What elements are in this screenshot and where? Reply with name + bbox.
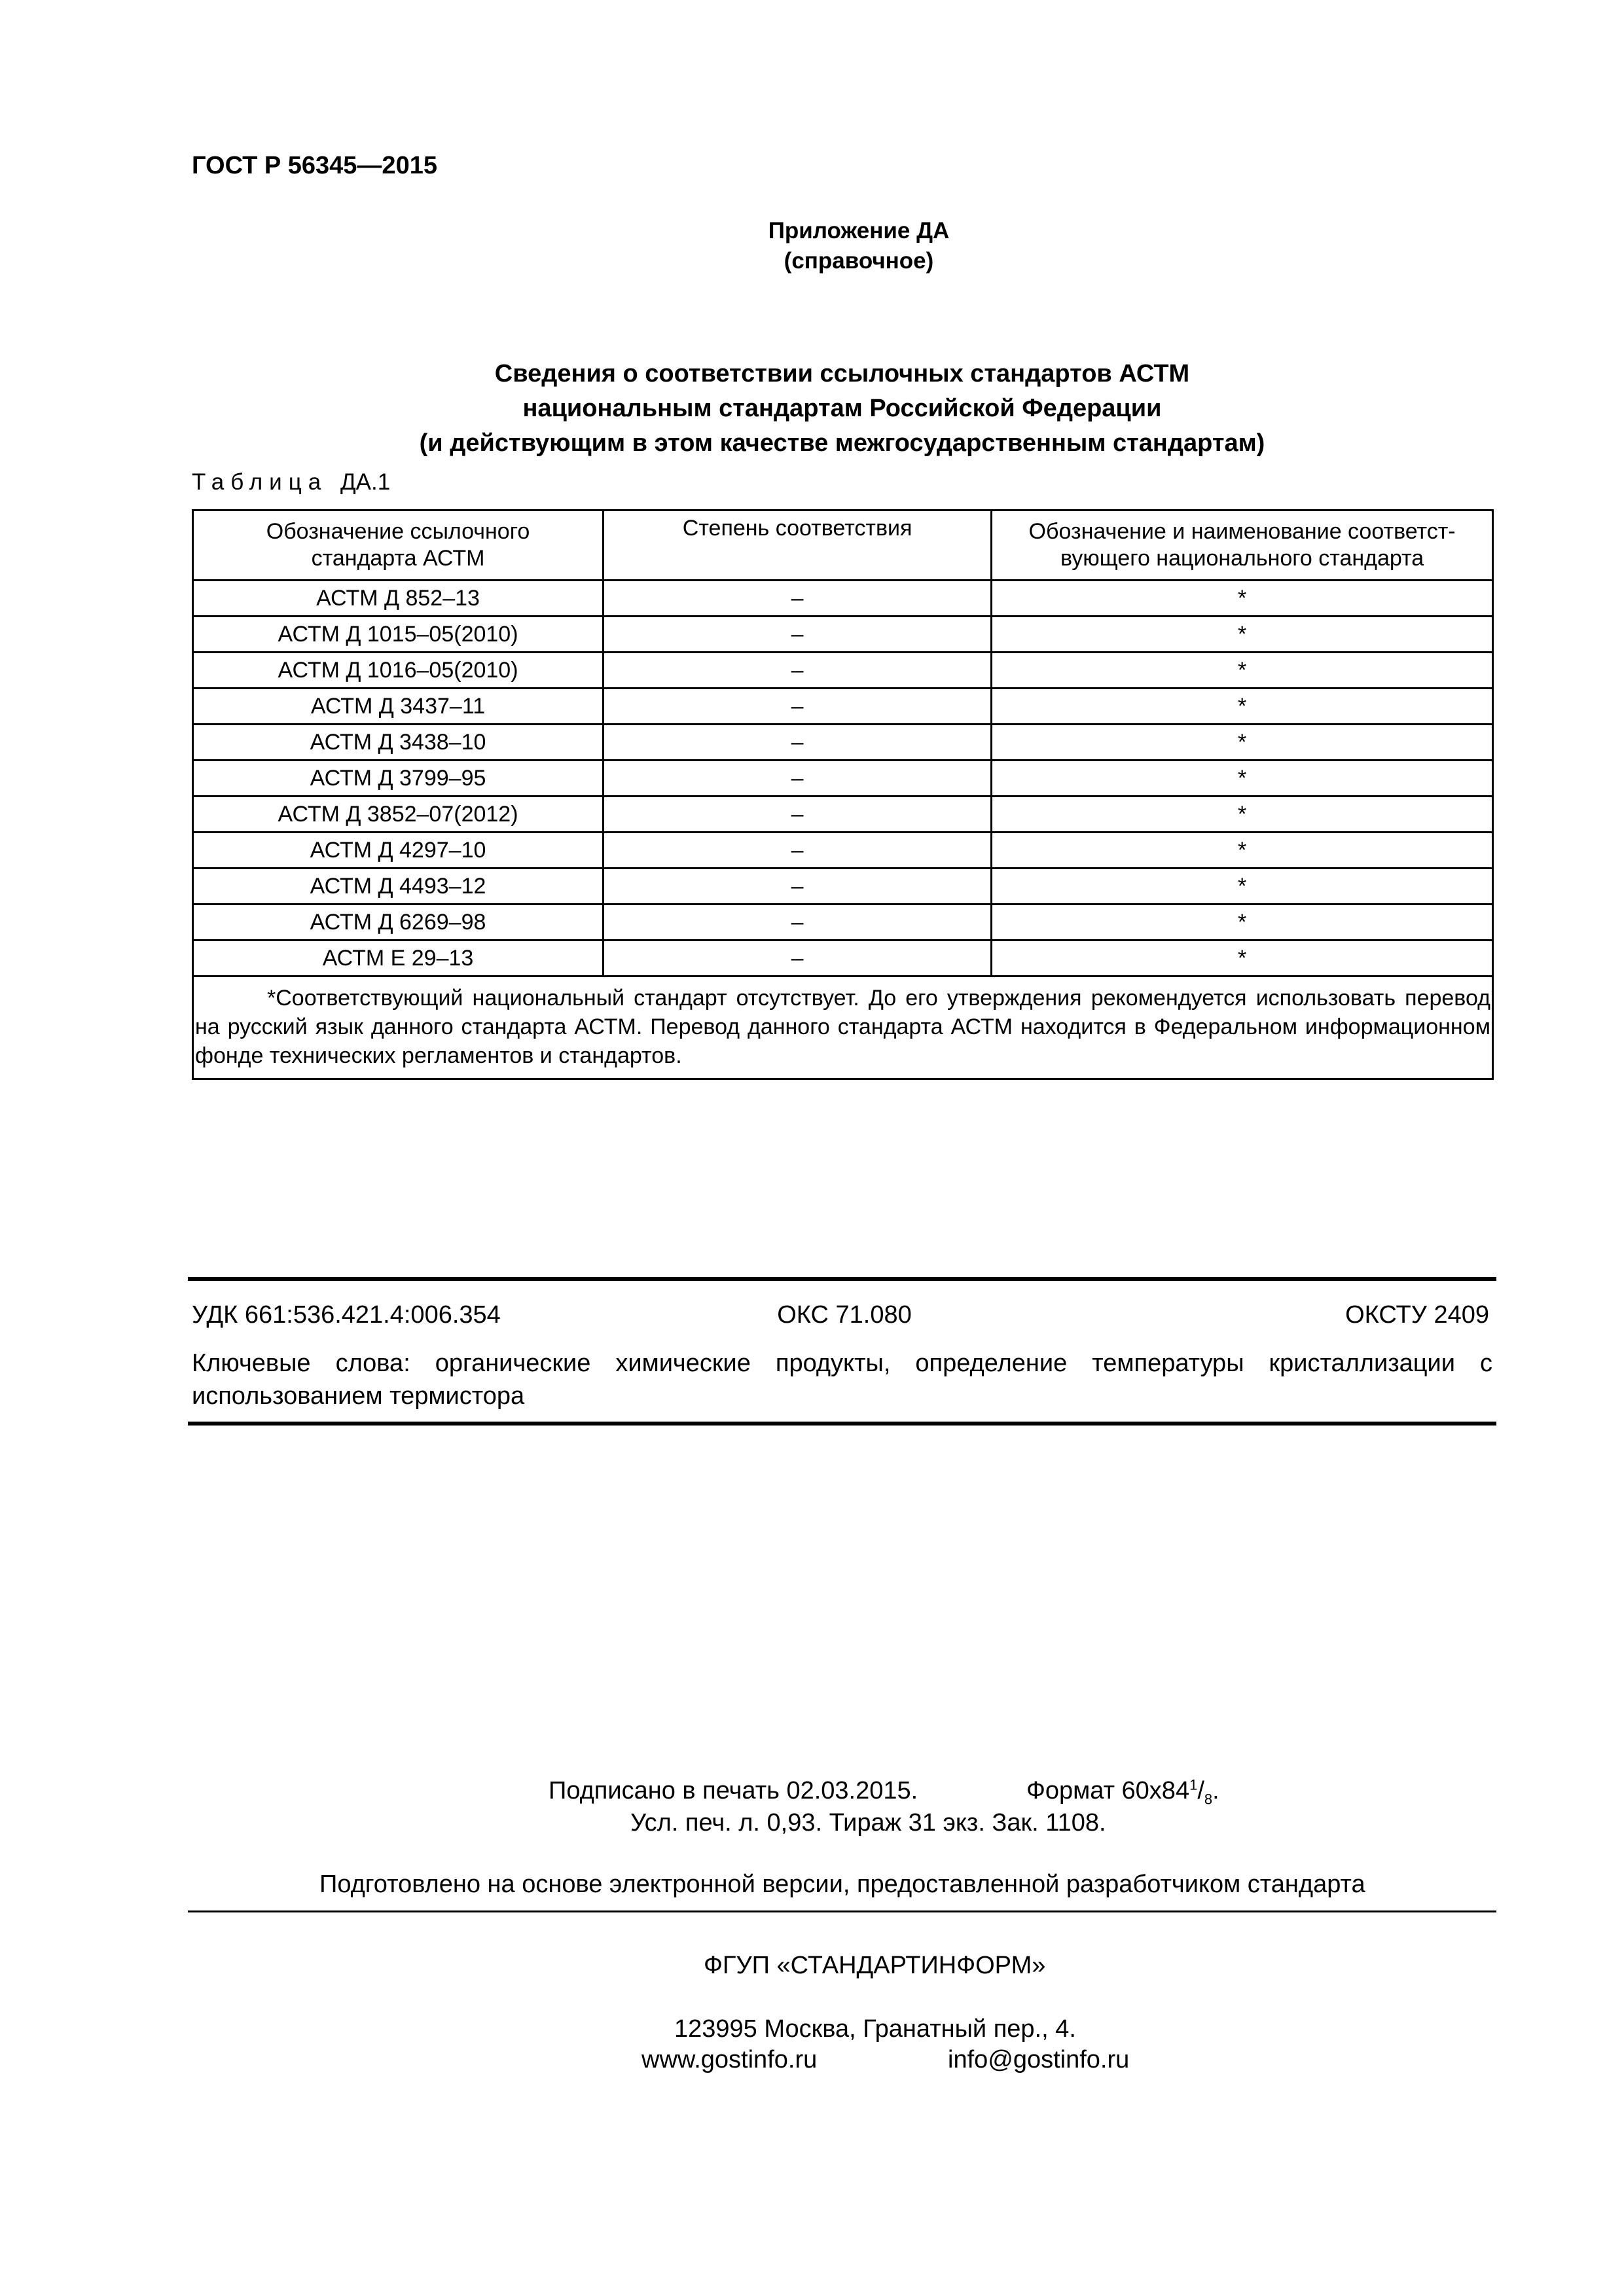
- table-row: [193, 905, 1493, 941]
- format-info: Формат $60х84^1/_8$.: [1026, 1776, 1219, 1808]
- cell-astm-designation: АСТМ Д 3852–07(2012): [193, 797, 604, 833]
- table-row: [193, 581, 1493, 617]
- table-row: [193, 653, 1493, 689]
- title-line-3: (и действующим в этом качестве межгосударственным стандартам): [419, 429, 1265, 457]
- header-national-standard: Обозначение и наименование соответст- вующего национального стандарта: [992, 511, 1493, 581]
- format-numerator: 1: [1189, 1776, 1198, 1793]
- cell-astm-designation: АСТМ Е 29–13: [193, 941, 604, 977]
- cell-degree: –: [604, 797, 992, 833]
- format-denominator: 8: [1204, 1791, 1213, 1808]
- prepared-note: Подготовлено на основе электронной версии, предоставленной разработчиком стандарта: [319, 1871, 1365, 1898]
- cell-astm-designation: АСТМ Д 3799–95: [193, 761, 604, 797]
- cell-astm-designation: АСТМ Д 852–13: [193, 581, 604, 617]
- cell-national-standard: *: [992, 797, 1493, 833]
- cell-degree: –: [604, 689, 992, 725]
- table-row: [193, 761, 1493, 797]
- cell-astm-designation: АСТМ Д 3437–11: [193, 689, 604, 725]
- cell-national-standard: *: [992, 581, 1493, 617]
- table-row: [193, 941, 1493, 977]
- cell-national-standard: *: [992, 725, 1493, 761]
- table-footnote-row: [193, 977, 1493, 1079]
- cell-degree: –: [604, 761, 992, 797]
- cell-astm-designation: АСТМ Д 1016–05(2010): [193, 653, 604, 689]
- document-code: ГОСТ Р 56345—2015: [192, 152, 437, 179]
- cell-national-standard: *: [992, 689, 1493, 725]
- top-rule: [188, 1277, 1496, 1281]
- table-header-row: [193, 511, 1493, 581]
- cell-national-standard: *: [992, 941, 1493, 977]
- table-row: [193, 869, 1493, 905]
- table-row: [193, 833, 1493, 869]
- cell-degree: –: [604, 581, 992, 617]
- cell-degree: –: [604, 941, 992, 977]
- header-correspondence-degree: Степень соответствия: [604, 511, 992, 581]
- oks-code: ОКС 71.080: [777, 1301, 912, 1329]
- imprint-rule: [188, 1910, 1496, 1912]
- cell-national-standard: *: [992, 869, 1493, 905]
- cell-degree: –: [604, 905, 992, 941]
- cell-degree: –: [604, 725, 992, 761]
- annex-title: Приложение ДА: [768, 218, 950, 243]
- format-prefix: Формат 60х84: [1026, 1777, 1190, 1804]
- publisher-address: 123995 Москва, Гранатный пер., 4.: [674, 2015, 1076, 2043]
- title-line-1: Сведения о соответствии ссылочных стандартов АСТМ: [494, 360, 1190, 387]
- cell-astm-designation: АСТМ Д 4493–12: [193, 869, 604, 905]
- table-caption-number: ДА.1: [340, 469, 391, 495]
- table-footnote: *Соответствующий национальный стандарт отсутствует. До его утверждения рекомендуется использовать перевод на русский язык данного стандарта АСТМ. Перевод данного стандарта АСТМ находится в Федеральном информационном фонде технических регламентов и стандартов.: [193, 977, 1493, 1079]
- table-row: [193, 617, 1493, 653]
- bottom-rule: [188, 1422, 1496, 1426]
- print-info: Усл. печ. л. 0,93. Тираж 31 экз. Зак. 1108.: [630, 1809, 1106, 1837]
- cell-astm-designation: АСТМ Д 4297–10: [193, 833, 604, 869]
- table-caption: [192, 469, 390, 495]
- website-link[interactable]: www.gostinfo.ru: [641, 2046, 818, 2073]
- table-caption-word: Таблица: [192, 469, 328, 495]
- correspondence-table: [192, 509, 1494, 1080]
- header-astm-designation: Обозначение ссылочного стандарта АСТМ: [193, 511, 604, 581]
- cell-astm-designation: АСТМ Д 3438–10: [193, 725, 604, 761]
- signed-date: Подписано в печать 02.03.2015.: [549, 1777, 918, 1804]
- cell-degree: –: [604, 617, 992, 653]
- cell-degree: –: [604, 653, 992, 689]
- cell-national-standard: *: [992, 617, 1493, 653]
- cell-national-standard: *: [992, 653, 1493, 689]
- email-link[interactable]: info@gostinfo.ru: [948, 2046, 1130, 2073]
- cell-astm-designation: АСТМ Д 6269–98: [193, 905, 604, 941]
- table-row: [193, 797, 1493, 833]
- cell-national-standard: *: [992, 905, 1493, 941]
- cell-national-standard: *: [992, 833, 1493, 869]
- cell-astm-designation: АСТМ Д 1015–05(2010): [193, 617, 604, 653]
- keywords: Ключевые слова: органические химические продукты, определение температуры кристаллизации с использованием термистора: [192, 1350, 1492, 1410]
- cell-degree: –: [604, 833, 992, 869]
- table-row: [193, 689, 1493, 725]
- title-line-2: национальным стандартам Российской Федерации: [522, 395, 1162, 422]
- annex-status: (справочное): [784, 248, 934, 274]
- udk-code: УДК 661:536.421.4:006.354: [192, 1301, 501, 1329]
- cell-degree: –: [604, 869, 992, 905]
- table-row: [193, 725, 1493, 761]
- page-title: [192, 357, 1492, 461]
- cell-national-standard: *: [992, 761, 1493, 797]
- format-suffix: .: [1212, 1777, 1219, 1804]
- publisher-name: ФГУП «СТАНДАРТИНФОРМ»: [704, 1952, 1046, 1979]
- okstu-code: ОКСТУ 2409: [1345, 1301, 1489, 1329]
